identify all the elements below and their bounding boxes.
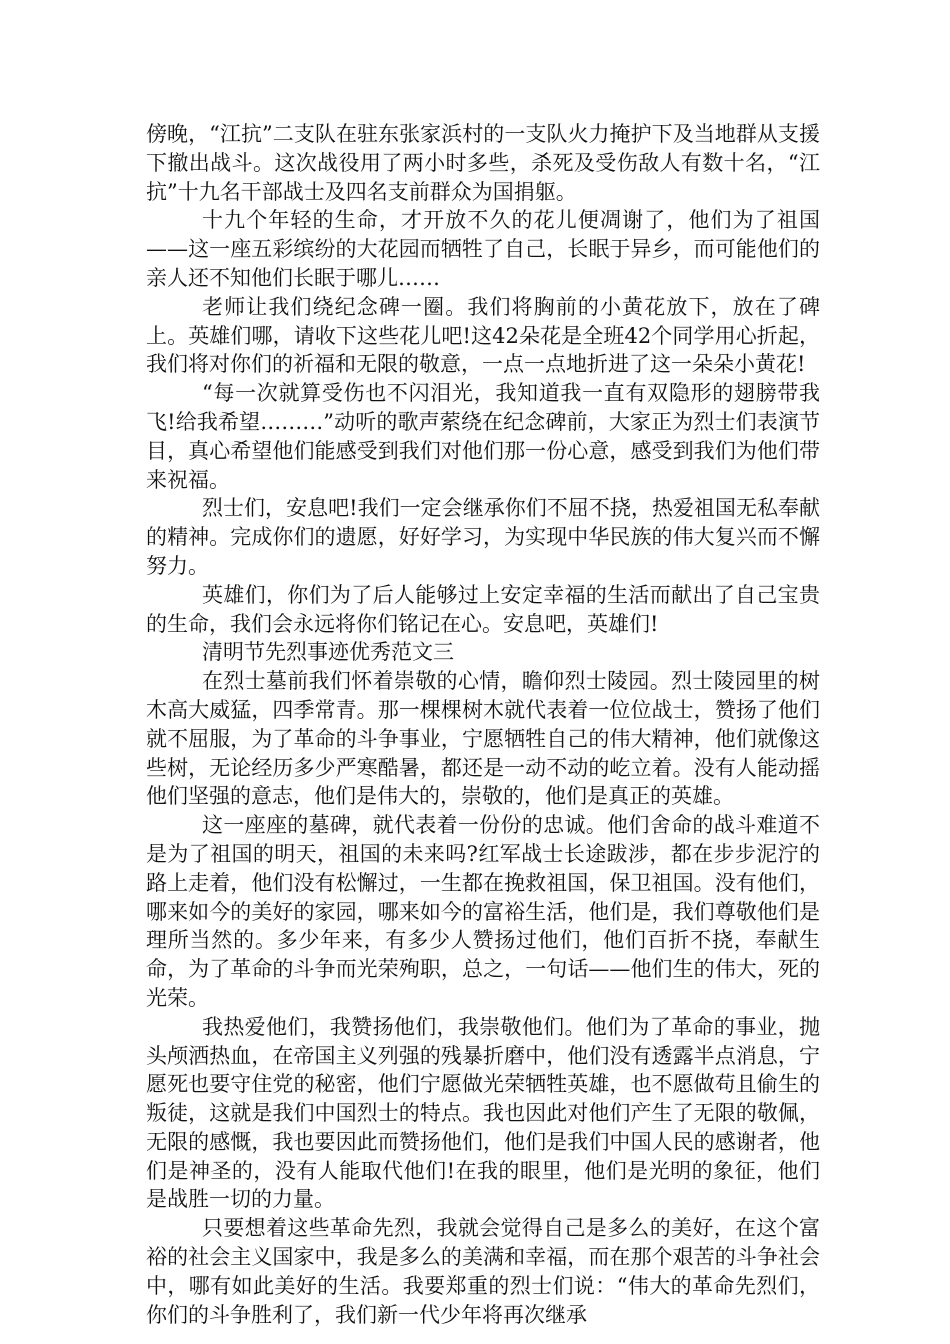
paragraph-6: 英雄们，你们为了后人能够过上安定幸福的生活而献出了自己宝贵的生命，我们会永远将你们铭记在心。安息吧，英雄们! (146, 582, 820, 636)
paragraph-5: 烈士们，安息吧!我们一定会继承你们不屈不挠，热爱祖国无私奉献的精神。完成你们的遗愿，好好学习，为实现中华民族的伟大复兴而不懈努力。 (146, 496, 820, 578)
paragraph-7: 在烈士墓前我们怀着崇敬的心情，瞻仰烈士陵园。烈士陵园里的树木高大威猛，四季常青。那一棵棵树木就代表着一位位战士，赞扬了他们就不屈服，为了革命的斗争事业，宁愿牺牲自己的伟大精神，他们就像这些树，无论经历多少严寒酷暑，都还是一动不动的屹立着。没有人能动摇他们坚强的意志，他们是伟大的，崇敬的，他们是真正的英雄。 (146, 669, 820, 809)
paragraph-10: 只要想着这些革命先烈，我就会觉得自己是多么的美好，在这个富裕的社会主义国家中，我是多么的美满和幸福，而在那个艰苦的斗争社会中，哪有如此美好的生活。我要郑重的烈士们说：“伟大的革命先烈们，你们的斗争胜利了，我们新一代少年将再次继承 (146, 1216, 820, 1327)
paragraph-4: “每一次就算受伤也不闪泪光，我知道我一直有双隐形的翅膀带我飞!给我希望………”动听的歌声萦绕在纪念碑前，大家正为烈士们表演节目，真心希望他们能感受到我们对他们那一份心意，感受到我们为他们带来祝福。 (146, 381, 820, 492)
document-body (146, 120, 820, 1329)
paragraph-9: 我热爱他们，我赞扬他们，我崇敬他们。他们为了革命的事业，抛头颅洒热血，在帝国主义列强的残暴折磨中，他们没有透露半点消息，宁愿死也要守住党的秘密，他们宁愿做光荣牺牲英雄，也不愿做苟且偷生的叛徒，这就是我们中国烈士的特点。我也因此对他们产生了无限的敬佩，无限的感慨，我也要因此而赞扬他们，他们是我们中国人民的感谢者，他们是神圣的，没有人能取代他们!在我的眼里，他们是光明的象征，他们是战胜一切的力量。 (146, 1014, 820, 1212)
paragraph-1: 傍晚，“江抗”二支队在驻东张家浜村的一支队火力掩护下及当地群从支援下撤出战斗。这次战役用了两小时多些，杀死及受伤敌人有数十名，“江抗”十九名干部战士及四名支前群众为国捐躯。 (146, 122, 820, 204)
paragraph-2: 十九个年轻的生命，才开放不久的花儿便凋谢了，他们为了祖国——这一座五彩缤纷的大花园而牺牲了自己，长眠于异乡，而可能他们的亲人还不知他们长眠于哪儿…… (146, 208, 820, 290)
paragraph-8: 这一座座的墓碑，就代表着一份份的忠诚。他们舍命的战斗难道不是为了祖国的明天，祖国的未来吗?红军战士长途跋涉，都在步步泥泞的路上走着，他们没有松懈过，一生都在挽救祖国，保卫祖国。没有他们，哪来如今的美好的家园，哪来如今的富裕生活，他们是，我们尊敬他们是理所当然的。多少年来，有多少人赞扬过他们，他们百折不挠，奉献生命，为了革命的斗争而光荣殉职，总之，一句话——他们生的伟大，死的光荣。 (146, 813, 820, 1010)
paragraph-3: 老师让我们绕纪念碑一圈。我们将胸前的小黄花放下，放在了碑上。英雄们哪，请收下这些花儿吧!这42朵花是全班42个同学用心折起，我们将对你们的祈福和无限的敬意，一点一点地折进了这一朵朵小黄花! (146, 294, 820, 377)
section-heading: 清明节先烈事迹优秀范文三 (202, 640, 454, 665)
